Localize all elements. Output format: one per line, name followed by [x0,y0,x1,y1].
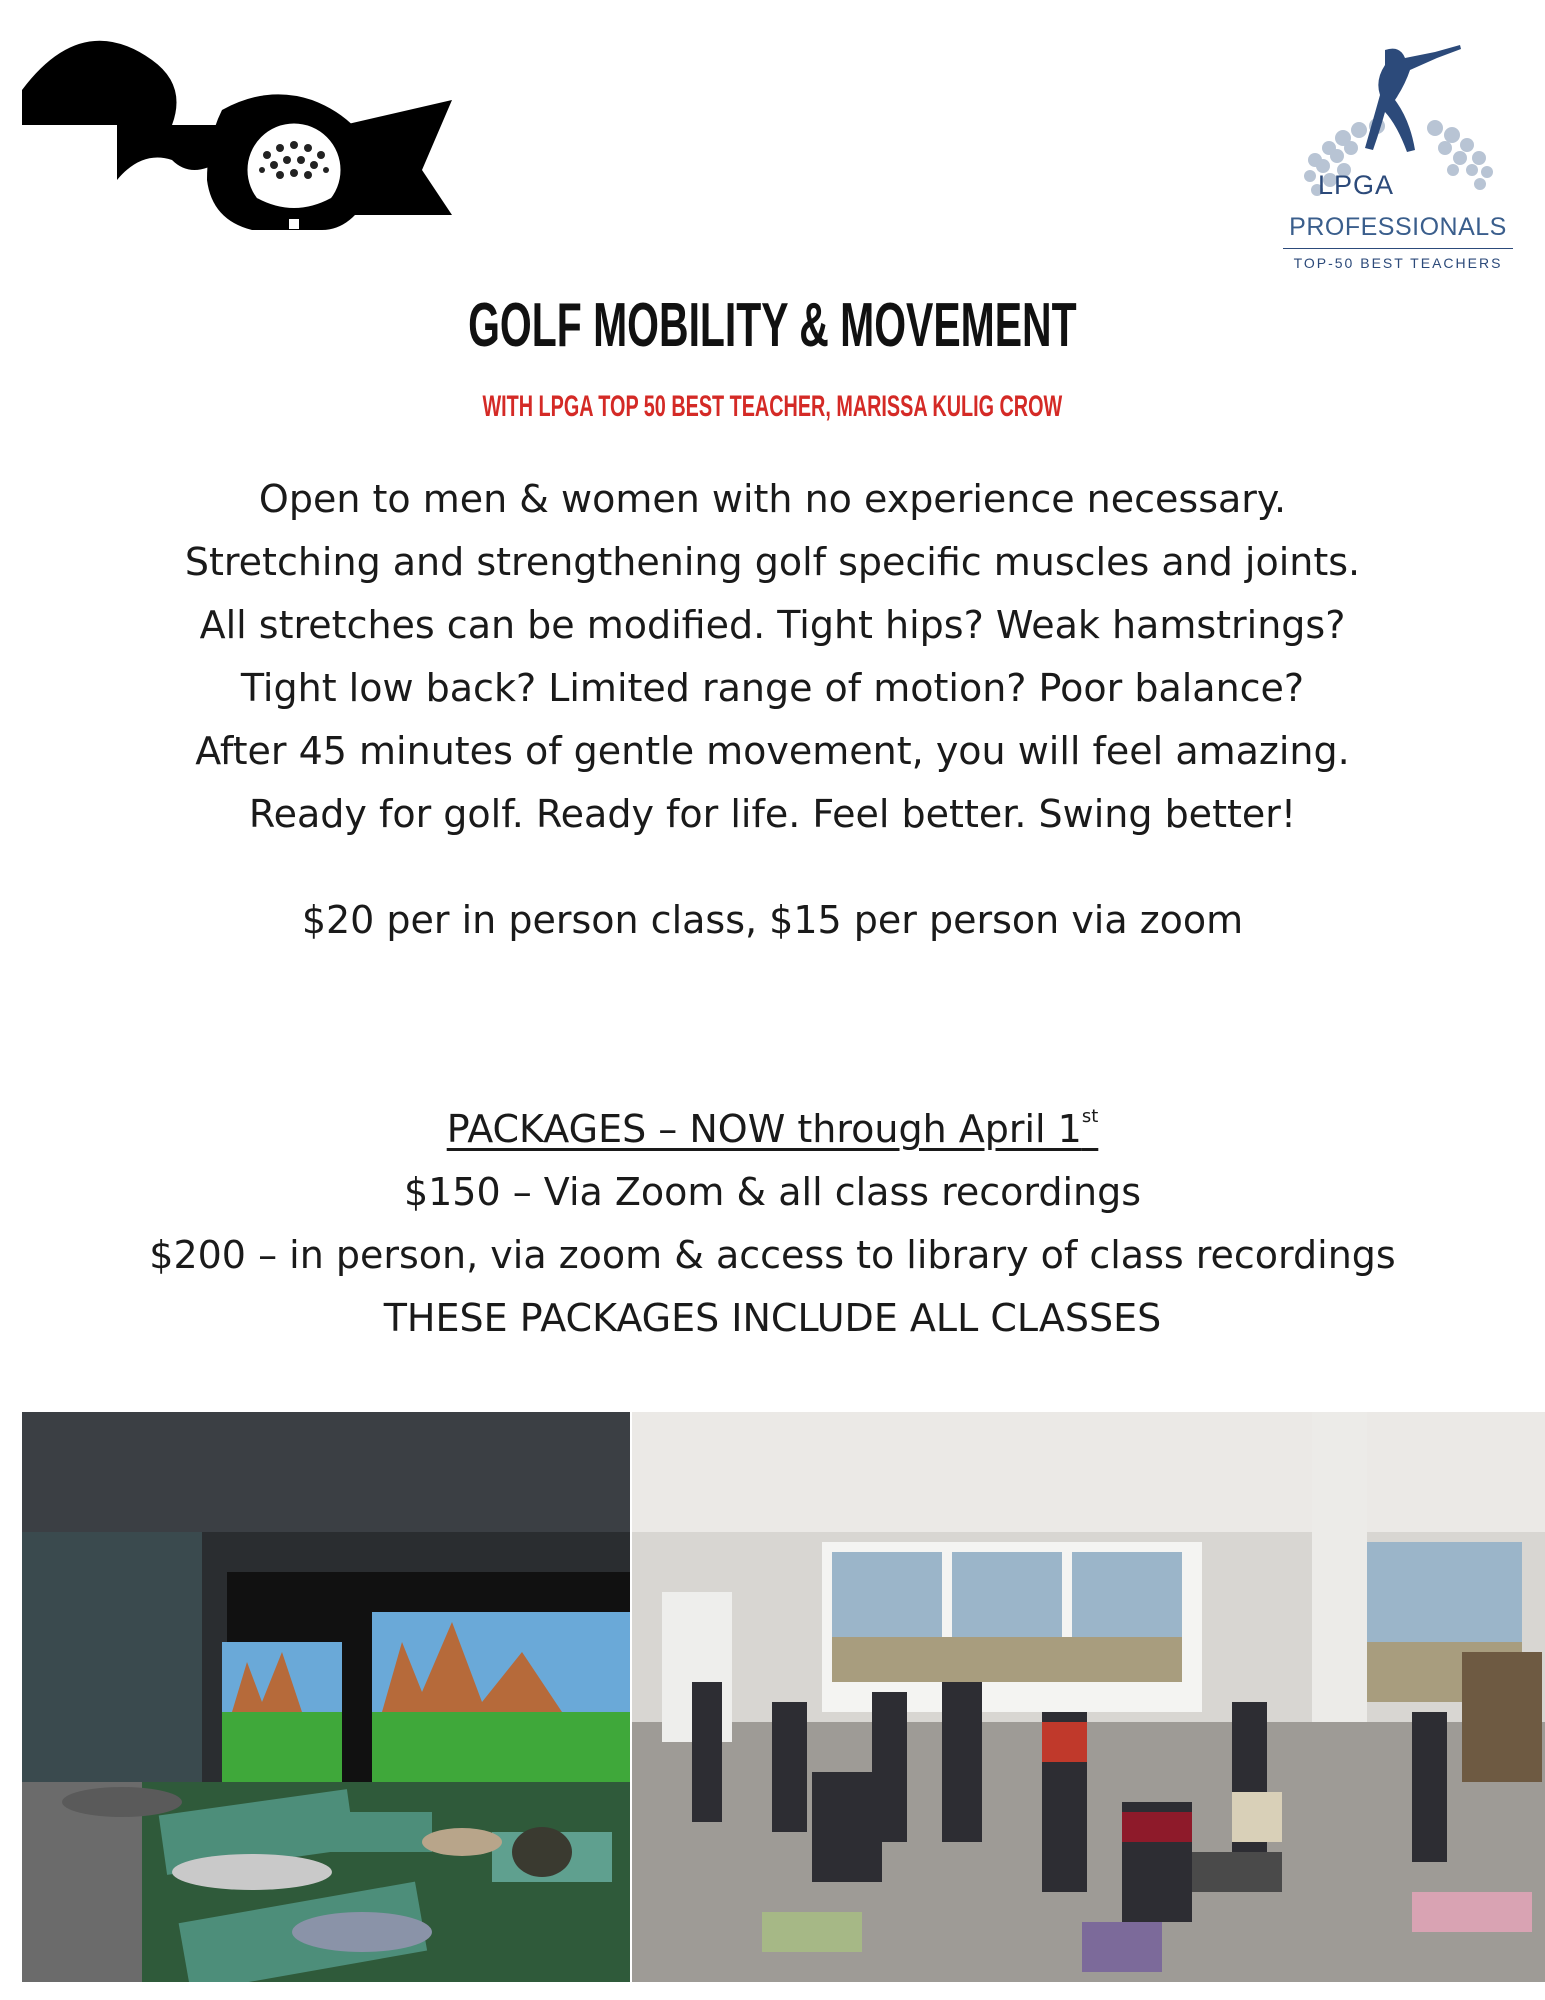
lpga-wordmark: LPGA [1318,170,1395,200]
clubhouse-class-photo [632,1412,1545,1982]
lpga-professionals-text: PROFESSIONALS [1289,213,1507,241]
packages-block [0,1085,1545,1350]
page-title: GOLF MOBILITY & MOVEMENT [468,291,1077,360]
pricing-line: $20 per in person class, $15 per person via zoom [301,898,1244,942]
tee-golf-ball-logo [22,30,452,230]
page-subtitle: WITH LPGA TOP 50 BEST TEACHER, MARISSA KULIG CROW [482,390,1063,423]
photo-strip [22,1412,1545,1982]
description-line: All stretches can be modified. Tight hips? Weak hamstrings? [199,603,1346,647]
package-item: THESE PACKAGES INCLUDE ALL CLASSES [383,1296,1162,1340]
description-line: Ready for golf. Ready for life. Feel better. Swing better! [248,792,1297,836]
description-block [0,468,1545,846]
lpga-divider [1283,248,1513,249]
description-line: After 45 minutes of gentle movement, you will feel amazing. [195,729,1350,773]
lpga-golfer-logo [1285,40,1515,280]
package-item: $150 – Via Zoom & all class recordings [403,1170,1142,1214]
simulator-class-photo [22,1412,630,1982]
packages-heading-superscript: st [1081,1106,1099,1127]
description-line: Stretching and strengthening golf specific muscles and joints. [184,540,1361,584]
packages-heading-text: PACKAGES – NOW through April 1 [446,1107,1082,1151]
description-line: Open to men & women with no experience necessary. [258,477,1287,521]
lpga-top50-text: TOP-50 BEST TEACHERS [1293,255,1503,271]
package-item: $200 – in person, via zoom & access to library of class recordings [149,1233,1396,1277]
description-line: Tight low back? Limited range of motion? Poor balance? [240,666,1305,710]
packages-heading [0,1085,1545,1161]
